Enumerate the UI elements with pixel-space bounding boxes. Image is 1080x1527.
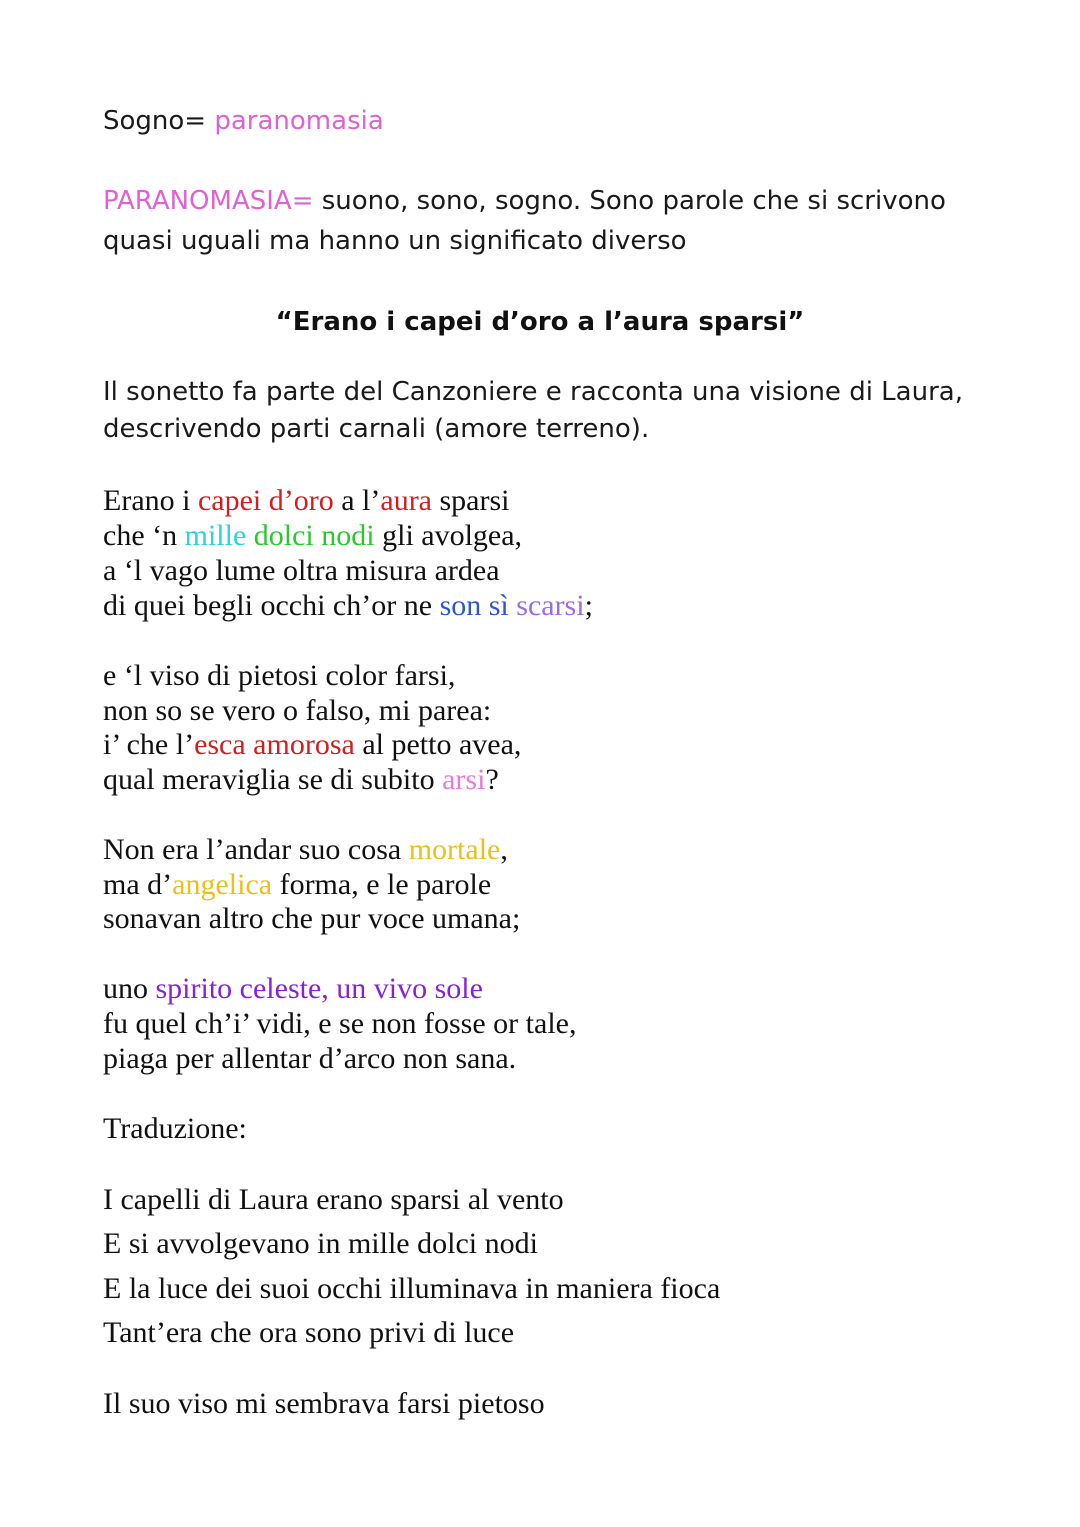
poem-line: fu quel ch’i’ vidi, e se non fosse or tale, xyxy=(103,1007,577,1040)
translation-heading: Traduzione: xyxy=(103,1112,247,1145)
sogno-label: Sogno= xyxy=(103,106,207,136)
sogno-line xyxy=(103,106,384,136)
summary-line-2: descrivendo parti carnali (amore terreno). xyxy=(103,414,650,444)
highlight-word: aura xyxy=(380,484,432,517)
poem-line: non so se vero o falso, mi parea: xyxy=(103,694,492,727)
poem-line: e ‘l viso di pietosi color farsi, xyxy=(103,659,456,692)
definition-term: PARANOMASIA= xyxy=(103,186,314,216)
summary-line-1: Il sonetto fa parte del Canzoniere e racconta una visione di Laura, xyxy=(103,377,963,407)
poem-title: “Erano i capei d’oro a l’aura sparsi” xyxy=(275,307,805,337)
translation-line: E si avvolgevano in mille dolci nodi xyxy=(103,1227,538,1260)
sogno-term: paranomasia xyxy=(214,106,384,136)
highlight-word: capei d’oro xyxy=(197,484,334,517)
translation-line: I capelli di Laura erano sparsi al vento xyxy=(103,1183,564,1216)
highlight-word: mortale xyxy=(408,833,501,866)
poem-line: Erano i capei d’oro a l’aura sparsi xyxy=(103,484,510,517)
translation-line: Il suo viso mi sembrava farsi pietoso xyxy=(103,1387,545,1420)
poem-line: ma d’angelica forma, e le parole xyxy=(103,868,492,901)
poem-line: qual meraviglia se di subito arsi? xyxy=(103,763,499,796)
highlight-word: sì xyxy=(488,589,509,622)
highlight-word: son xyxy=(439,589,482,622)
poem-line: i’ che l’esca amorosa al petto avea, xyxy=(103,728,522,761)
definition-line-2: quasi uguali ma hanno un significato diverso xyxy=(103,226,687,256)
highlight-word: arsi xyxy=(442,763,486,796)
definition-line-1 xyxy=(103,186,946,216)
poem-line: che ‘n mille dolci nodi gli avolgea, xyxy=(103,519,523,552)
highlight-word: mille xyxy=(184,519,247,552)
translation-line: Tant’era che ora sono privi di luce xyxy=(103,1316,515,1349)
translation-line: E la luce dei suoi occhi illuminava in maniera fioca xyxy=(103,1272,721,1305)
poem-line: sonavan altro che pur voce umana; xyxy=(103,902,521,935)
highlight-word: spirito celeste, un vivo sole xyxy=(155,972,483,1005)
highlight-word: scarsi xyxy=(516,589,585,622)
definition-text: suono, sono, sogno. Sono parole che si scrivono xyxy=(313,186,946,216)
poem-line: Non era l’andar suo cosa mortale, xyxy=(103,833,508,866)
poem-line: piaga per allentar d’arco non sana. xyxy=(103,1042,517,1075)
poem-line: a ‘l vago lume oltra misura ardea xyxy=(103,554,500,587)
highlight-word: angelica xyxy=(172,868,273,901)
highlight-word: dolci nodi xyxy=(253,519,375,552)
poem-line: uno spirito celeste, un vivo sole xyxy=(103,972,483,1005)
highlight-word: esca amorosa xyxy=(194,728,355,761)
poem-line: di quei begli occhi ch’or ne son sì scarsi; xyxy=(103,589,593,622)
